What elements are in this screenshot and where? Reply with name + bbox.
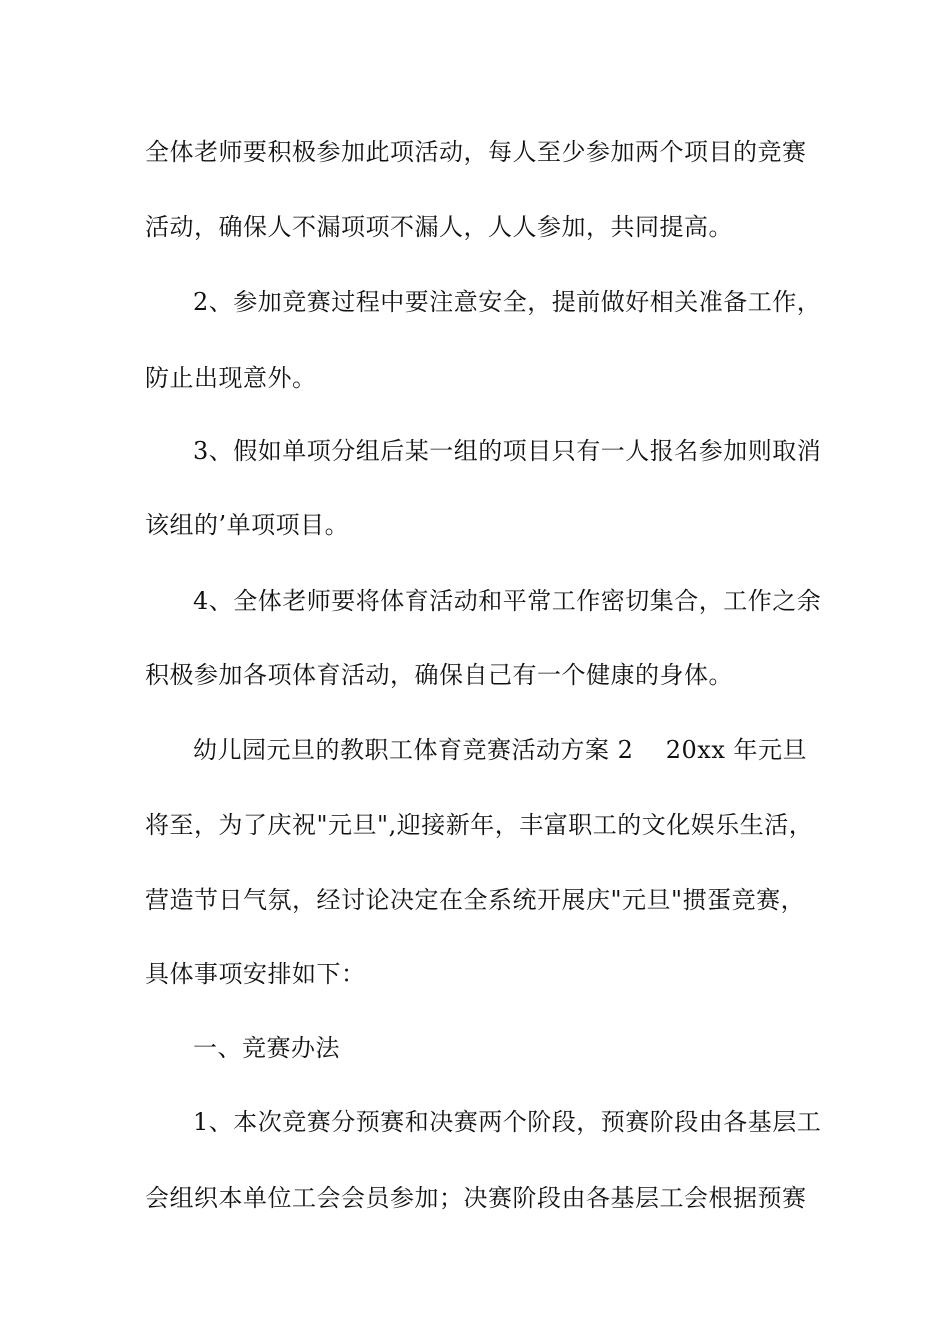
text-line-11: 营造节日气氛，经讨论决定在全系统开展庆"元旦"掼蛋竞赛， <box>145 886 806 914</box>
text-line-5: 3、假如单项分组后某一组的项目只有一人报名参加则取消 <box>193 437 822 465</box>
text-line-4: 防止出现意外。 <box>145 364 317 392</box>
section-title-continuation: 20xx 年元旦 <box>665 736 807 764</box>
text-line-2: 活动，确保人不漏项项不漏人，人人参加，共同提高。 <box>145 213 733 241</box>
text-line-10: 将至，为了庆祝"元旦",迎接新年，丰富职工的文化娱乐生活， <box>145 811 814 839</box>
text-line-12: 具体事项安排如下： <box>145 960 366 988</box>
text-line-7: 4、全体老师要将体育活动和平常工作密切集合，工作之余 <box>193 587 822 615</box>
text-line-14: 1、本次竞赛分预赛和决赛两个阶段，预赛阶段由各基层工 <box>193 1108 822 1136</box>
text-line-13: 一、竞赛办法 <box>193 1034 340 1062</box>
text-line-3: 2、参加竞赛过程中要注意安全，提前做好相关准备工作， <box>193 288 822 316</box>
text-line-8: 积极参加各项体育活动，确保自己有一个健康的身体。 <box>145 661 733 689</box>
text-line-6: 该组的’单项项目。 <box>145 511 350 539</box>
section-title: 幼儿园元旦的教职工体育竞赛活动方案 2 <box>193 736 634 764</box>
text-line-1: 全体老师要积极参加此项活动，每人至少参加两个项目的竞赛 <box>145 138 807 166</box>
text-line-15: 会组织本单位工会会员参加；决赛阶段由各基层工会根据预赛 <box>145 1184 807 1212</box>
text-line-9 <box>193 735 807 765</box>
